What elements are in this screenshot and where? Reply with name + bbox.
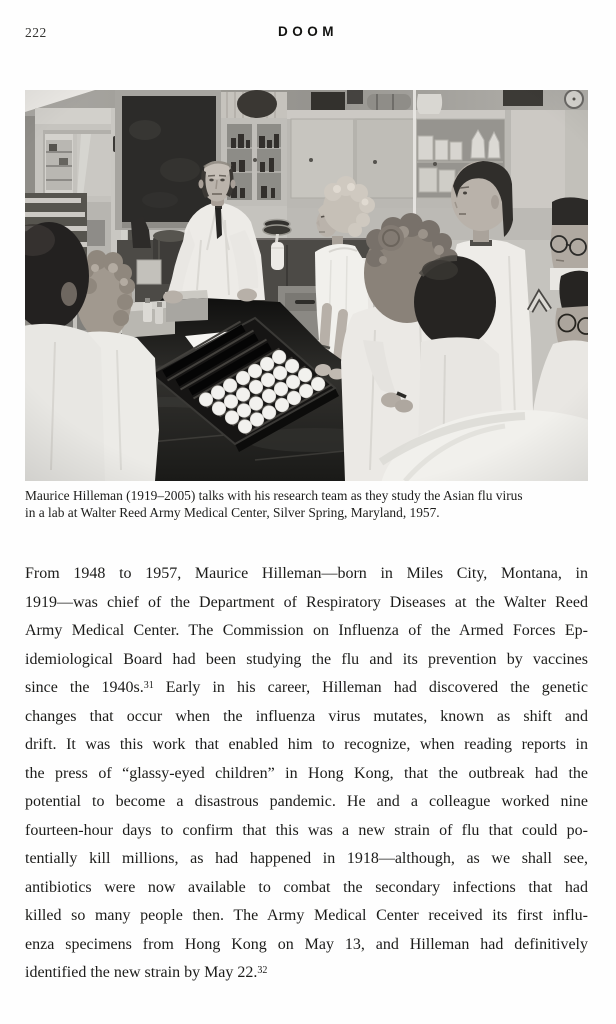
photo-hilleman-lab bbox=[25, 90, 588, 481]
page-header bbox=[0, 24, 616, 42]
body-text-line bbox=[25, 617, 588, 646]
body-text-segment: enza specimens from Hong Kong on May 13, and Hilleman had definitively bbox=[25, 935, 588, 953]
body-text-line bbox=[25, 902, 588, 931]
body-text-segment: idemiological Board had been studying the flu and its prevention by vaccines bbox=[25, 650, 588, 668]
body-text-segment: antibiotics were now available to combat the secondary infections that had bbox=[25, 878, 588, 896]
body-text-line bbox=[25, 788, 588, 817]
footnote-reference: 31 bbox=[143, 679, 154, 691]
body-text-line bbox=[25, 731, 588, 760]
body-text-line bbox=[25, 817, 588, 846]
body-text-segment: 1919—was chief of the Department of Respiratory Diseases at the Walter Reed bbox=[25, 593, 588, 611]
body-text-line bbox=[25, 589, 588, 618]
body-text-line bbox=[25, 560, 588, 589]
body-text-segment: tentially kill millions, as had happened in 1918—although, as we shall see, bbox=[25, 850, 588, 867]
body-text-line bbox=[25, 646, 588, 675]
body-text-segment: killed so many people then. The Army Medical Center received its first influ- bbox=[25, 907, 588, 924]
body-text-segment: From 1948 to 1957, Maurice Hilleman—born in Miles City, Montana, in bbox=[25, 565, 588, 582]
body-text-segment: Army Medical Center. The Commission on Influenza of the Armed Forces Ep- bbox=[25, 622, 588, 639]
body-text-segment: identified the new strain by May 22. bbox=[25, 964, 258, 981]
body-text-line bbox=[25, 931, 588, 960]
photo-hilleman-lab-illustration bbox=[25, 90, 588, 481]
page-number: 222 bbox=[25, 25, 47, 40]
body-text-segment: changes that occur when the influenza virus mutates, known as shift and bbox=[25, 707, 588, 725]
photo-caption bbox=[25, 487, 588, 522]
body-text bbox=[25, 560, 588, 988]
caption-line: in a lab at Walter Reed Army Medical Center, Silver Spring, Maryland, 1957. bbox=[25, 505, 440, 521]
caption-line: Maurice Hilleman (1919–2005) talks with his research team as they study the Asian flu virus bbox=[25, 488, 523, 503]
paragraph bbox=[25, 560, 588, 988]
body-text-segment: potential to become a disastrous pandemic. He and a colleague worked nine bbox=[25, 793, 588, 810]
body-text-line bbox=[25, 674, 588, 703]
body-text-segment: fourteen-hour days to confirm that this was a new strain of flu that could po- bbox=[25, 821, 588, 839]
footnote-reference: 32 bbox=[257, 964, 268, 976]
photo-figure bbox=[25, 90, 588, 522]
body-text-line bbox=[25, 703, 588, 732]
body-text-segment: drift. It was this work that enabled him to recognize, when reading reports in bbox=[25, 736, 588, 753]
body-text-line bbox=[25, 874, 588, 903]
body-text-line bbox=[25, 959, 588, 988]
body-text-line bbox=[25, 760, 588, 789]
body-text-line bbox=[25, 845, 588, 874]
running-header-title: DOOM bbox=[278, 24, 338, 39]
body-text-segment: since the 1940s. bbox=[25, 679, 144, 696]
body-text-segment: the press of “glassy-eyed children” in Hong Kong, that the outbreak had the bbox=[25, 764, 588, 782]
body-text-segment: Early in his career, Hilleman had discovered the genetic bbox=[153, 679, 588, 696]
